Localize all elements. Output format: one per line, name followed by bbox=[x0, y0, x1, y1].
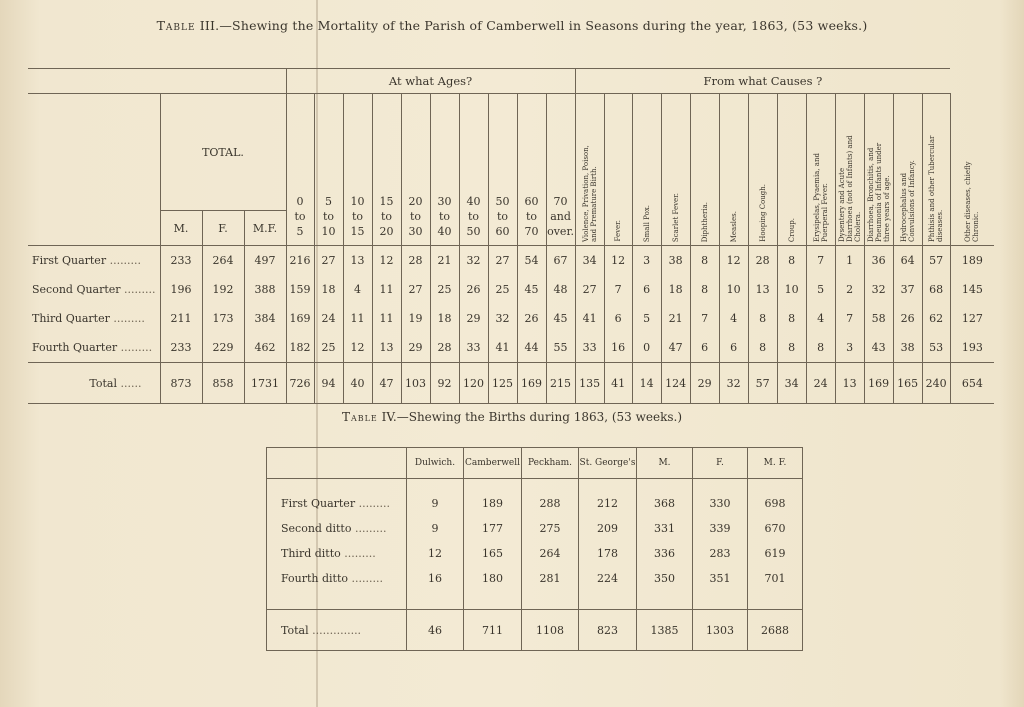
data-cell: 21 bbox=[661, 304, 690, 333]
age-col-header bbox=[343, 94, 372, 246]
births-table bbox=[266, 447, 803, 651]
data-cell: 229 bbox=[202, 333, 244, 363]
births-total-row bbox=[267, 610, 803, 651]
spacer-cell bbox=[267, 591, 407, 610]
births-col-header: M. bbox=[637, 448, 693, 479]
cause-col-header bbox=[604, 94, 632, 246]
data-cell: 24 bbox=[314, 304, 343, 333]
total-cell: 120 bbox=[459, 363, 488, 404]
total-label-text: Total bbox=[89, 376, 118, 390]
data-cell: 18 bbox=[314, 275, 343, 304]
data-cell: 7 bbox=[604, 275, 632, 304]
leader-dots: ......... bbox=[106, 254, 142, 267]
data-cell: 16 bbox=[604, 333, 632, 363]
cause-col-label: Hydrocephalus and Convulsions of Infancy. bbox=[899, 160, 916, 242]
births-total-cell: 2688 bbox=[748, 610, 803, 651]
data-cell: 26 bbox=[517, 304, 546, 333]
leader-dots: ......... bbox=[109, 312, 145, 325]
births-cell: 264 bbox=[522, 541, 579, 566]
data-cell: 5 bbox=[806, 275, 835, 304]
births-cell: 9 bbox=[407, 516, 464, 541]
data-cell: 12 bbox=[719, 246, 748, 276]
births-cell: 281 bbox=[522, 566, 579, 591]
cause-col-header bbox=[893, 94, 922, 246]
data-cell: 27 bbox=[314, 246, 343, 276]
cause-col-label: Fever. bbox=[614, 220, 623, 242]
births-total-cell: 46 bbox=[407, 610, 464, 651]
births-row bbox=[267, 479, 803, 517]
data-cell: 5 bbox=[632, 304, 661, 333]
births-cell: 288 bbox=[522, 479, 579, 517]
quarter-row bbox=[28, 333, 994, 363]
quarter-label-text: Third Quarter bbox=[32, 312, 110, 325]
cause-col-header bbox=[950, 94, 994, 246]
leader-dots: ......... bbox=[351, 522, 387, 535]
age-col-header bbox=[517, 94, 546, 246]
data-cell: 68 bbox=[922, 275, 950, 304]
table3-title-prefix: Table bbox=[156, 18, 196, 33]
data-cell: 28 bbox=[401, 246, 430, 276]
total-header: TOTAL. bbox=[160, 94, 286, 211]
births-total-cell: 1303 bbox=[693, 610, 748, 651]
age-col-label: 30 to 40 bbox=[437, 195, 452, 238]
data-cell: 192 bbox=[202, 275, 244, 304]
cause-col-header bbox=[748, 94, 777, 246]
data-cell: 159 bbox=[286, 275, 314, 304]
data-cell: 18 bbox=[661, 275, 690, 304]
data-cell: 8 bbox=[777, 304, 806, 333]
blank-group-cell bbox=[28, 69, 286, 94]
data-cell: 34 bbox=[575, 246, 604, 276]
total-label bbox=[28, 363, 160, 404]
total-cell: 94 bbox=[314, 363, 343, 404]
data-cell: 62 bbox=[922, 304, 950, 333]
data-cell: 127 bbox=[950, 304, 994, 333]
data-cell: 145 bbox=[950, 275, 994, 304]
data-cell: 43 bbox=[864, 333, 893, 363]
data-cell: 41 bbox=[488, 333, 517, 363]
data-cell: 6 bbox=[690, 333, 719, 363]
quarter-row bbox=[28, 246, 994, 276]
total-cell: 240 bbox=[922, 363, 950, 404]
leader-dots: ...... bbox=[117, 376, 142, 390]
cause-col-label: Scarlet Fever. bbox=[671, 192, 680, 242]
data-cell: 3 bbox=[632, 246, 661, 276]
cause-col-label: Other diseases, chiefly Chronic. bbox=[964, 161, 981, 242]
data-cell: 182 bbox=[286, 333, 314, 363]
data-cell: 8 bbox=[748, 304, 777, 333]
cause-col-header bbox=[806, 94, 835, 246]
age-col-header bbox=[546, 94, 575, 246]
births-col-header: Camberwell bbox=[464, 448, 522, 479]
births-row-label bbox=[267, 479, 407, 517]
data-cell: 38 bbox=[661, 246, 690, 276]
data-cell: 36 bbox=[864, 246, 893, 276]
births-cell: 16 bbox=[407, 566, 464, 591]
births-total-label bbox=[267, 610, 407, 651]
total-cell: 92 bbox=[430, 363, 459, 404]
data-cell: 12 bbox=[343, 333, 372, 363]
age-col-label: 50 to 60 bbox=[495, 195, 510, 238]
age-col-label: 0 to 5 bbox=[294, 195, 306, 238]
quarter-label-text: Second Quarter bbox=[32, 283, 121, 296]
mortality-table bbox=[28, 68, 994, 404]
births-total-cell: 1108 bbox=[522, 610, 579, 651]
births-cell: 350 bbox=[637, 566, 693, 591]
age-col-header bbox=[430, 94, 459, 246]
data-cell: 32 bbox=[864, 275, 893, 304]
data-cell: 2 bbox=[835, 275, 864, 304]
cause-col-header bbox=[777, 94, 806, 246]
data-cell: 8 bbox=[748, 333, 777, 363]
data-cell: 10 bbox=[777, 275, 806, 304]
data-cell: 18 bbox=[430, 304, 459, 333]
births-cell: 189 bbox=[464, 479, 522, 517]
data-cell: 48 bbox=[546, 275, 575, 304]
age-col-label: 10 to 15 bbox=[350, 195, 365, 238]
data-cell: 33 bbox=[459, 333, 488, 363]
spacer-cell bbox=[407, 591, 464, 610]
table3-title bbox=[0, 18, 1024, 33]
data-cell: 497 bbox=[244, 246, 286, 276]
label-header-blank bbox=[28, 94, 160, 211]
spacer-cell bbox=[748, 591, 803, 610]
data-cell: 29 bbox=[401, 333, 430, 363]
leader-dots: ......... bbox=[348, 572, 383, 585]
births-label-header bbox=[267, 448, 407, 479]
births-row-label-text: Second ditto bbox=[281, 522, 352, 535]
data-cell: 13 bbox=[372, 333, 401, 363]
age-col-header bbox=[314, 94, 343, 246]
age-col-label: 60 to 70 bbox=[524, 195, 539, 238]
total-cell: 169 bbox=[864, 363, 893, 404]
data-cell: 12 bbox=[372, 246, 401, 276]
total-cell: 13 bbox=[835, 363, 864, 404]
births-cell: 698 bbox=[748, 479, 803, 517]
total-cell: 24 bbox=[806, 363, 835, 404]
data-cell: 233 bbox=[160, 333, 202, 363]
cause-col-label: Diarrhoea, Bronchitis, and Pneumonia of Infants under three years of age. bbox=[866, 142, 891, 242]
data-cell: 26 bbox=[459, 275, 488, 304]
cause-col-label: Hooping Cough. bbox=[758, 184, 767, 242]
data-cell: 44 bbox=[517, 333, 546, 363]
table3-title-text: III.—Shewing the Mortality of the Parish of Camberwell in Seasons during the year, 1863, (53 weeks.) bbox=[199, 18, 868, 33]
cause-col-header bbox=[575, 94, 604, 246]
data-cell: 28 bbox=[748, 246, 777, 276]
data-cell: 47 bbox=[661, 333, 690, 363]
data-cell: 6 bbox=[719, 333, 748, 363]
births-cell: 12 bbox=[407, 541, 464, 566]
age-col-header bbox=[488, 94, 517, 246]
total-sub-header: F. bbox=[202, 211, 244, 246]
births-col-header: St. George's bbox=[579, 448, 637, 479]
data-cell: 25 bbox=[430, 275, 459, 304]
data-cell: 32 bbox=[488, 304, 517, 333]
births-cell: 224 bbox=[579, 566, 637, 591]
age-col-header bbox=[372, 94, 401, 246]
births-total-cell: 823 bbox=[579, 610, 637, 651]
data-cell: 10 bbox=[719, 275, 748, 304]
quarter-row bbox=[28, 275, 994, 304]
data-cell: 29 bbox=[459, 304, 488, 333]
data-cell: 264 bbox=[202, 246, 244, 276]
ages-group-header: At what Ages? bbox=[286, 69, 575, 94]
data-cell: 11 bbox=[372, 304, 401, 333]
births-cell: 670 bbox=[748, 516, 803, 541]
data-cell: 6 bbox=[604, 304, 632, 333]
total-cell: 103 bbox=[401, 363, 430, 404]
data-cell: 3 bbox=[835, 333, 864, 363]
births-row-label bbox=[267, 541, 407, 566]
data-cell: 25 bbox=[314, 333, 343, 363]
total-sub-header: M.F. bbox=[244, 211, 286, 246]
births-col-header: Peckham. bbox=[522, 448, 579, 479]
age-col-header bbox=[401, 94, 430, 246]
births-total-cell: 711 bbox=[464, 610, 522, 651]
total-cell: 34 bbox=[777, 363, 806, 404]
total-cell: 14 bbox=[632, 363, 661, 404]
quarter-label bbox=[28, 304, 160, 333]
births-total-label-text: Total bbox=[281, 623, 309, 637]
data-cell: 13 bbox=[748, 275, 777, 304]
data-cell: 7 bbox=[690, 304, 719, 333]
data-cell: 25 bbox=[488, 275, 517, 304]
data-cell: 4 bbox=[343, 275, 372, 304]
data-cell: 173 bbox=[202, 304, 244, 333]
data-cell: 28 bbox=[430, 333, 459, 363]
data-cell: 388 bbox=[244, 275, 286, 304]
births-cell: 619 bbox=[748, 541, 803, 566]
label-subheader-blank bbox=[28, 211, 160, 246]
total-cell: 47 bbox=[372, 363, 401, 404]
table4-title bbox=[0, 410, 1024, 424]
data-cell: 64 bbox=[893, 246, 922, 276]
births-total-cell: 1385 bbox=[637, 610, 693, 651]
data-cell: 38 bbox=[893, 333, 922, 363]
births-cell: 283 bbox=[693, 541, 748, 566]
births-row bbox=[267, 566, 803, 591]
leader-dots: .............. bbox=[308, 623, 362, 637]
spacer-cell bbox=[693, 591, 748, 610]
births-cell: 275 bbox=[522, 516, 579, 541]
cause-col-label: Dysentery and Acute Diarrhoea (not of Infants) and Cholera. bbox=[837, 135, 862, 242]
age-col-header bbox=[459, 94, 488, 246]
table4-title-prefix: Table bbox=[341, 410, 378, 424]
data-cell: 12 bbox=[604, 246, 632, 276]
data-cell: 11 bbox=[343, 304, 372, 333]
cause-col-header bbox=[690, 94, 719, 246]
cause-col-header bbox=[632, 94, 661, 246]
cause-col-header bbox=[661, 94, 690, 246]
births-cell: 368 bbox=[637, 479, 693, 517]
age-col-header bbox=[286, 94, 314, 246]
cause-col-header bbox=[922, 94, 950, 246]
age-col-label: 5 to 10 bbox=[321, 195, 336, 238]
quarter-label bbox=[28, 246, 160, 276]
spacer-cell bbox=[579, 591, 637, 610]
births-row-label-text: Third ditto bbox=[281, 547, 341, 560]
data-cell: 0 bbox=[632, 333, 661, 363]
data-cell: 54 bbox=[517, 246, 546, 276]
data-cell: 53 bbox=[922, 333, 950, 363]
births-cell: 178 bbox=[579, 541, 637, 566]
cause-col-header bbox=[864, 94, 893, 246]
data-cell: 27 bbox=[575, 275, 604, 304]
causes-group-header: From what Causes ? bbox=[575, 69, 950, 94]
spacer-cell bbox=[464, 591, 522, 610]
data-cell: 26 bbox=[893, 304, 922, 333]
age-col-label: 70 and over. bbox=[547, 195, 574, 238]
data-cell: 211 bbox=[160, 304, 202, 333]
births-row bbox=[267, 541, 803, 566]
data-cell: 37 bbox=[893, 275, 922, 304]
births-cell: 212 bbox=[579, 479, 637, 517]
spacer-cell bbox=[637, 591, 693, 610]
total-cell: 125 bbox=[488, 363, 517, 404]
cause-col-label: Phthisis and other Tubercular diseases. bbox=[928, 135, 945, 242]
table4-title-text: IV.—Shewing the Births during 1863, (53 weeks.) bbox=[381, 410, 683, 424]
spacer-cell bbox=[522, 591, 579, 610]
data-cell: 189 bbox=[950, 246, 994, 276]
data-cell: 7 bbox=[806, 246, 835, 276]
total-cell: 135 bbox=[575, 363, 604, 404]
total-sub-header: M. bbox=[160, 211, 202, 246]
data-cell: 7 bbox=[835, 304, 864, 333]
births-cell: 339 bbox=[693, 516, 748, 541]
leader-dots: ......... bbox=[340, 547, 376, 560]
cause-col-label: Erysipelas, Pyaemia, and Puerperal Fever. bbox=[812, 153, 829, 242]
data-cell: 13 bbox=[343, 246, 372, 276]
total-cell: 873 bbox=[160, 363, 202, 404]
births-cell: 330 bbox=[693, 479, 748, 517]
quarter-label bbox=[28, 275, 160, 304]
data-cell: 8 bbox=[690, 275, 719, 304]
data-cell: 27 bbox=[488, 246, 517, 276]
age-col-label: 15 to 20 bbox=[379, 195, 394, 238]
total-cell: 29 bbox=[690, 363, 719, 404]
data-cell: 8 bbox=[690, 246, 719, 276]
cause-col-label: Measles. bbox=[729, 210, 738, 242]
data-cell: 19 bbox=[401, 304, 430, 333]
total-cell: 32 bbox=[719, 363, 748, 404]
data-cell: 216 bbox=[286, 246, 314, 276]
births-cell: 180 bbox=[464, 566, 522, 591]
data-cell: 45 bbox=[517, 275, 546, 304]
total-row bbox=[28, 363, 994, 404]
births-cell: 165 bbox=[464, 541, 522, 566]
data-cell: 57 bbox=[922, 246, 950, 276]
data-cell: 8 bbox=[806, 333, 835, 363]
data-cell: 8 bbox=[777, 246, 806, 276]
cause-col-header bbox=[835, 94, 864, 246]
age-col-label: 20 to 30 bbox=[408, 195, 423, 238]
data-cell: 45 bbox=[546, 304, 575, 333]
births-row-label-text: First Quarter bbox=[281, 497, 356, 510]
quarter-label-text: Fourth Quarter bbox=[32, 341, 118, 354]
cause-col-label: Violence, Privation, Poison, and Premature Birth. bbox=[581, 145, 598, 242]
total-cell: 858 bbox=[202, 363, 244, 404]
births-col-header: M. F. bbox=[748, 448, 803, 479]
data-cell: 1 bbox=[835, 246, 864, 276]
leader-dots: ......... bbox=[120, 283, 156, 296]
data-cell: 41 bbox=[575, 304, 604, 333]
total-cell: 169 bbox=[517, 363, 546, 404]
leader-dots: ......... bbox=[355, 497, 391, 510]
data-cell: 21 bbox=[430, 246, 459, 276]
births-cell: 336 bbox=[637, 541, 693, 566]
data-cell: 67 bbox=[546, 246, 575, 276]
age-col-label: 40 to 50 bbox=[466, 195, 481, 238]
total-cell: 215 bbox=[546, 363, 575, 404]
data-cell: 4 bbox=[719, 304, 748, 333]
data-cell: 32 bbox=[459, 246, 488, 276]
births-col-header: Dulwich. bbox=[407, 448, 464, 479]
births-row-label bbox=[267, 516, 407, 541]
leader-dots: ......... bbox=[117, 341, 153, 354]
data-cell: 4 bbox=[806, 304, 835, 333]
births-row-label-text: Fourth ditto bbox=[281, 572, 349, 585]
births-col-header: F. bbox=[693, 448, 748, 479]
births-cell: 209 bbox=[579, 516, 637, 541]
births-row-label bbox=[267, 566, 407, 591]
data-cell: 55 bbox=[546, 333, 575, 363]
cause-col-label: Small Pox. bbox=[642, 204, 651, 242]
cause-col-label: Croup. bbox=[787, 217, 796, 242]
births-cell: 9 bbox=[407, 479, 464, 517]
births-cell: 331 bbox=[637, 516, 693, 541]
total-cell: 41 bbox=[604, 363, 632, 404]
data-cell: 33 bbox=[575, 333, 604, 363]
data-cell: 193 bbox=[950, 333, 994, 363]
quarter-label bbox=[28, 333, 160, 363]
total-cell: 57 bbox=[748, 363, 777, 404]
data-cell: 8 bbox=[777, 333, 806, 363]
data-cell: 233 bbox=[160, 246, 202, 276]
births-cell: 351 bbox=[693, 566, 748, 591]
total-cell: 654 bbox=[950, 363, 994, 404]
quarter-row bbox=[28, 304, 994, 333]
data-cell: 384 bbox=[244, 304, 286, 333]
births-spacer-row bbox=[267, 591, 803, 610]
cause-col-label: Diphtheria. bbox=[700, 201, 709, 242]
data-cell: 27 bbox=[401, 275, 430, 304]
cause-col-header bbox=[719, 94, 748, 246]
total-cell: 726 bbox=[286, 363, 314, 404]
quarter-label-text: First Quarter bbox=[32, 254, 107, 267]
total-cell: 124 bbox=[661, 363, 690, 404]
data-cell: 169 bbox=[286, 304, 314, 333]
data-cell: 196 bbox=[160, 275, 202, 304]
births-cell: 177 bbox=[464, 516, 522, 541]
data-cell: 11 bbox=[372, 275, 401, 304]
total-cell: 40 bbox=[343, 363, 372, 404]
births-row bbox=[267, 516, 803, 541]
total-cell: 165 bbox=[893, 363, 922, 404]
data-cell: 6 bbox=[632, 275, 661, 304]
data-cell: 58 bbox=[864, 304, 893, 333]
data-cell: 462 bbox=[244, 333, 286, 363]
births-cell: 701 bbox=[748, 566, 803, 591]
total-cell: 1731 bbox=[244, 363, 286, 404]
